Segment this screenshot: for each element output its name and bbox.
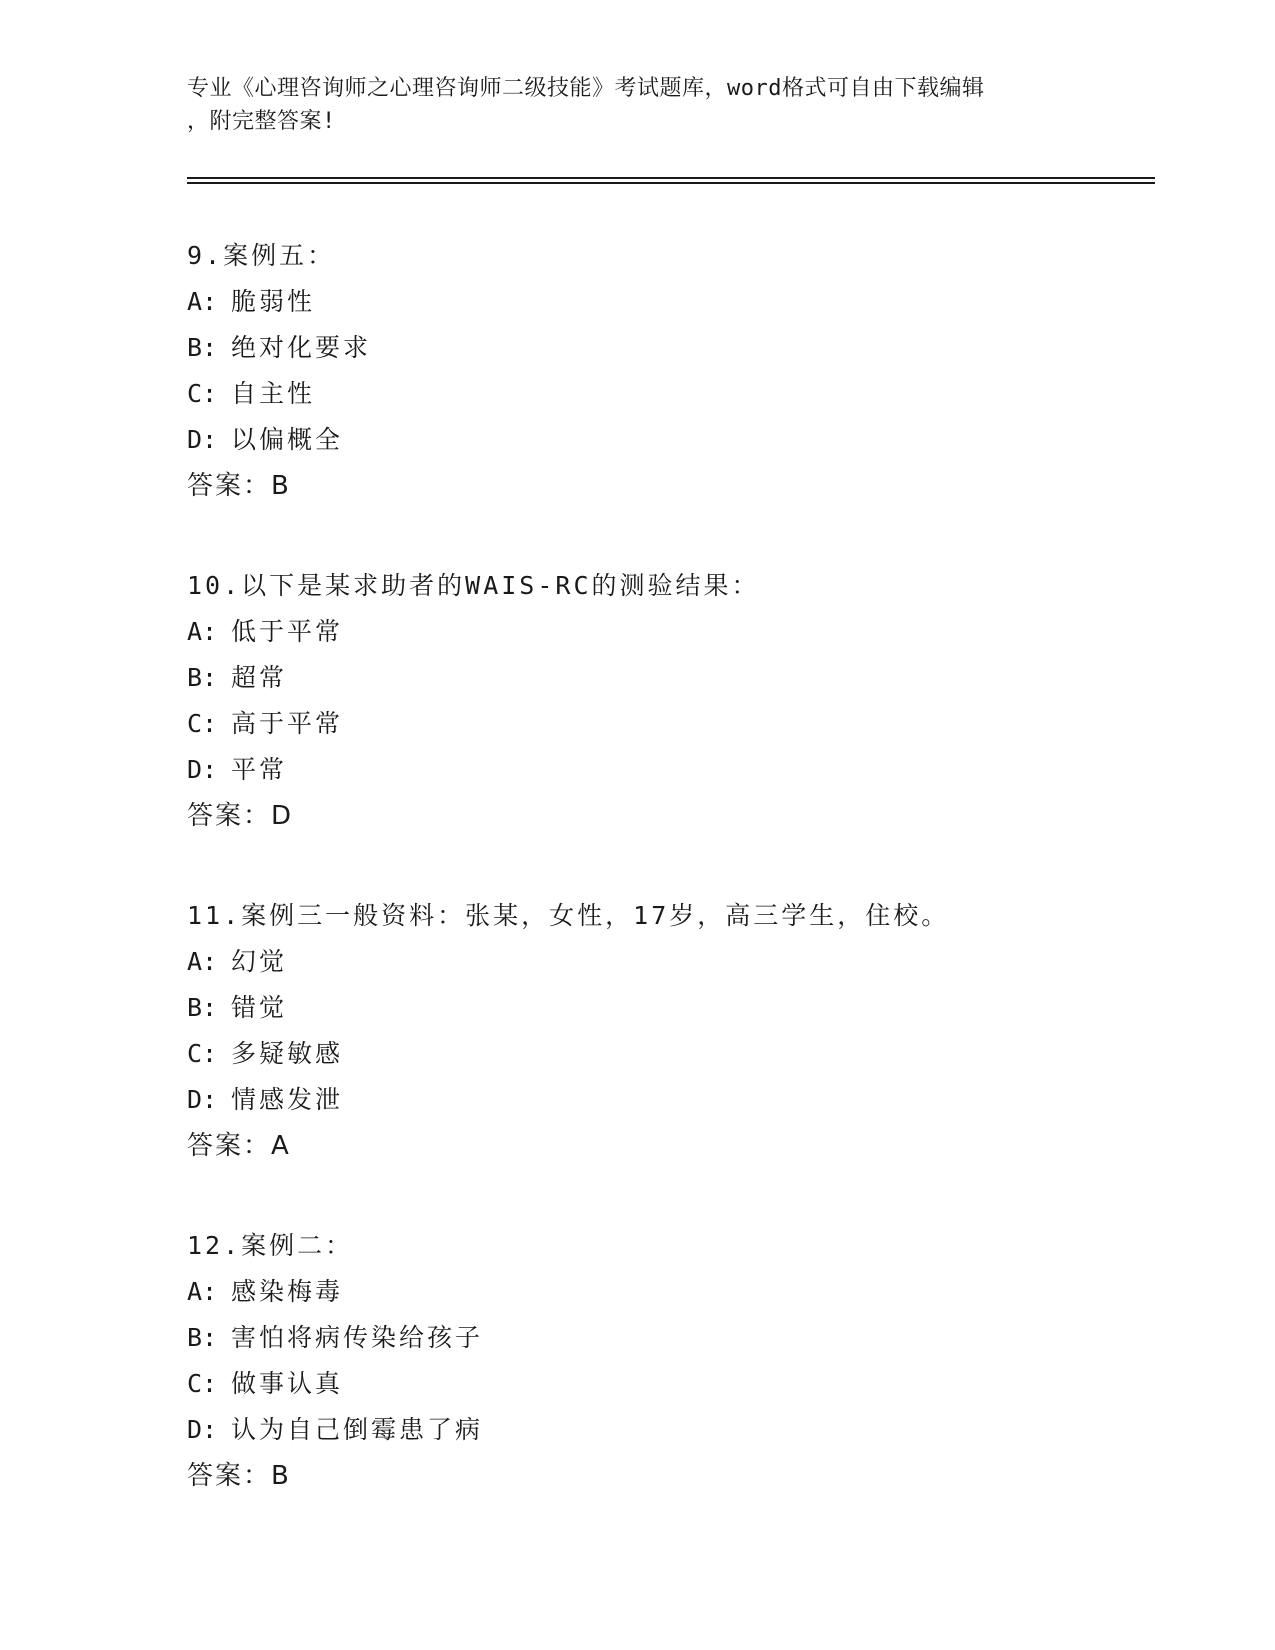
option-b	[187, 655, 1137, 701]
option-c	[187, 371, 1137, 417]
option-text: 情感发泄	[231, 1085, 344, 1114]
option-d	[187, 747, 1137, 793]
option-text: 绝对化要求	[231, 333, 372, 362]
option-text: 脆弱性	[231, 287, 316, 316]
question-9	[187, 233, 1137, 509]
question-title: 12.案例二：	[187, 1231, 354, 1260]
option-d	[187, 1077, 1137, 1123]
option-d	[187, 417, 1137, 463]
option-key: B:	[187, 993, 218, 1022]
option-c	[187, 701, 1137, 747]
option-text: 害怕将病传染给孩子	[231, 1323, 484, 1352]
option-key: A:	[187, 947, 218, 976]
option-c	[187, 1031, 1137, 1077]
option-text: 低于平常	[231, 617, 344, 646]
question-11	[187, 893, 1137, 1169]
header-divider-bottom	[187, 182, 1155, 184]
question-title: 10.以下是某求助者的WAIS-RC的测验结果：	[187, 571, 760, 600]
option-key: A:	[187, 1277, 218, 1306]
answer-line: 答案：B	[187, 1461, 291, 1491]
question-10	[187, 563, 1137, 839]
option-key: D:	[187, 1085, 218, 1114]
option-text: 做事认真	[231, 1369, 344, 1398]
option-key: A:	[187, 287, 218, 316]
option-a	[187, 939, 1137, 985]
option-key: C:	[187, 1039, 218, 1068]
option-text: 认为自己倒霉患了病	[231, 1415, 484, 1444]
question-12	[187, 1223, 1137, 1499]
option-b	[187, 325, 1137, 371]
option-key: C:	[187, 709, 218, 738]
header-line-2: ，附完整答案!	[187, 109, 336, 134]
option-text: 幻觉	[231, 947, 288, 976]
option-d	[187, 1407, 1137, 1453]
answer-line: 答案：B	[187, 471, 291, 501]
option-key: A:	[187, 617, 218, 646]
option-key: C:	[187, 1369, 218, 1398]
option-text: 错觉	[231, 993, 288, 1022]
option-b	[187, 985, 1137, 1031]
option-a	[187, 609, 1137, 655]
header-line-1: 专业《心理咨询师之心理咨询师二级技能》考试题库，word格式可自由下载编辑	[187, 76, 985, 101]
option-a	[187, 279, 1137, 325]
option-key: B:	[187, 333, 218, 362]
option-text: 感染梅毒	[231, 1277, 344, 1306]
option-text: 平常	[231, 755, 288, 784]
answer-line: 答案：D	[187, 801, 294, 831]
option-key: B:	[187, 663, 218, 692]
option-key: D:	[187, 755, 218, 784]
option-a	[187, 1269, 1137, 1315]
option-key: C:	[187, 379, 218, 408]
option-text: 以偏概全	[231, 425, 344, 454]
option-text: 高于平常	[231, 709, 344, 738]
answer-line: 答案：A	[187, 1131, 291, 1161]
question-title: 11.案例三一般资料：张某，女性，17岁，高三学生，住校。	[187, 901, 950, 930]
option-b	[187, 1315, 1137, 1361]
option-text: 多疑敏感	[231, 1039, 344, 1068]
header-divider-top	[187, 177, 1155, 179]
option-key: D:	[187, 425, 218, 454]
question-title: 9.案例五：	[187, 241, 336, 270]
document-header	[187, 72, 1087, 138]
option-c	[187, 1361, 1137, 1407]
question-list	[187, 233, 1137, 1553]
option-text: 自主性	[231, 379, 316, 408]
option-key: D:	[187, 1415, 218, 1444]
option-key: B:	[187, 1323, 218, 1352]
option-text: 超常	[231, 663, 288, 692]
